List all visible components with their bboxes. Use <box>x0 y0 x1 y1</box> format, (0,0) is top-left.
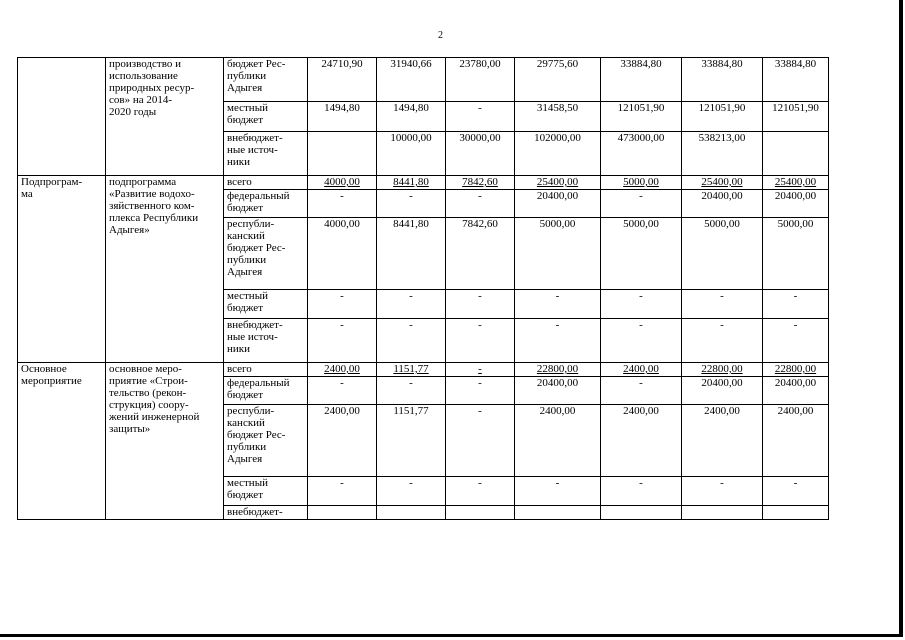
value-cell: - <box>377 377 446 405</box>
source-cell: внебюджет- ные источ- ники <box>224 319 308 363</box>
value-cell: - <box>308 477 377 506</box>
value-cell: 20400,00 <box>682 377 763 405</box>
value-cell: 2400,00 <box>515 405 601 477</box>
value-cell: 23780,00 <box>446 58 515 102</box>
value-cell: - <box>601 477 682 506</box>
source-cell: республи- канский бюджет Рес- публики Адыгея <box>224 218 308 290</box>
value-cell: 7842,60 <box>446 176 515 190</box>
value-cell: - <box>601 319 682 363</box>
budget-table <box>17 57 829 520</box>
source-cell: местный бюджет <box>224 290 308 319</box>
value-cell: 22800,00 <box>682 363 763 377</box>
value-cell: 30000,00 <box>446 132 515 176</box>
value-cell: 8441,80 <box>377 176 446 190</box>
value-cell: 121051,90 <box>763 102 829 132</box>
value-cell: 31458,50 <box>515 102 601 132</box>
value-cell: 1151,77 <box>377 363 446 377</box>
value-cell: 20400,00 <box>515 190 601 218</box>
source-cell: федеральный бюджет <box>224 190 308 218</box>
value-cell: 10000,00 <box>377 132 446 176</box>
value-cell <box>763 506 829 520</box>
value-cell: 4000,00 <box>308 176 377 190</box>
value-cell <box>601 506 682 520</box>
value-cell: - <box>377 319 446 363</box>
value-cell: - <box>601 290 682 319</box>
value-cell: 2400,00 <box>682 405 763 477</box>
value-cell: - <box>308 290 377 319</box>
source-cell: местный бюджет <box>224 477 308 506</box>
value-cell: 2400,00 <box>601 363 682 377</box>
value-cell: - <box>446 319 515 363</box>
value-cell: 22800,00 <box>515 363 601 377</box>
value-cell: 2400,00 <box>308 405 377 477</box>
table-row <box>18 58 829 102</box>
value-cell: 473000,00 <box>601 132 682 176</box>
value-cell: 1494,80 <box>377 102 446 132</box>
value-cell <box>763 132 829 176</box>
value-cell: - <box>515 290 601 319</box>
value-cell <box>308 506 377 520</box>
value-cell: 5000,00 <box>515 218 601 290</box>
value-cell: - <box>515 477 601 506</box>
value-cell: - <box>308 190 377 218</box>
table-row <box>18 176 829 190</box>
value-cell: 538213,00 <box>682 132 763 176</box>
source-cell: внебюджет- <box>224 506 308 520</box>
value-cell: 25400,00 <box>763 176 829 190</box>
source-cell: федеральный бюджет <box>224 377 308 405</box>
value-cell: - <box>446 363 515 377</box>
value-cell: - <box>763 319 829 363</box>
value-cell: - <box>446 377 515 405</box>
value-cell: - <box>377 190 446 218</box>
value-cell: - <box>377 290 446 319</box>
value-cell <box>682 506 763 520</box>
value-cell <box>515 506 601 520</box>
description-cell: основное меро- приятие «Строи- тельство (рекон- струкция) соору- жений инженерной защиты» <box>106 363 224 520</box>
program-cell: Подпрограм- ма <box>18 176 106 363</box>
value-cell: 20400,00 <box>763 377 829 405</box>
value-cell: - <box>763 477 829 506</box>
value-cell: - <box>601 377 682 405</box>
value-cell: - <box>377 477 446 506</box>
value-cell: - <box>308 319 377 363</box>
value-cell: 7842,60 <box>446 218 515 290</box>
value-cell: - <box>682 290 763 319</box>
description-cell: производство и использование природных ресур- сов» на 2014- 2020 годы <box>106 58 224 176</box>
value-cell: 1494,80 <box>308 102 377 132</box>
value-cell <box>377 506 446 520</box>
program-cell: Основное мероприятие <box>18 363 106 520</box>
value-cell: 29775,60 <box>515 58 601 102</box>
value-cell: - <box>446 102 515 132</box>
source-cell: республи- канский бюджет Рес- публики Адыгея <box>224 405 308 477</box>
value-cell: - <box>763 290 829 319</box>
page-number: 2 <box>438 30 443 41</box>
value-cell: 20400,00 <box>515 377 601 405</box>
value-cell: 5000,00 <box>682 218 763 290</box>
value-cell: 5000,00 <box>601 176 682 190</box>
value-cell: 8441,80 <box>377 218 446 290</box>
value-cell: 1151,77 <box>377 405 446 477</box>
value-cell: 33884,80 <box>601 58 682 102</box>
source-cell: бюджет Рес- публики Адыгея <box>224 58 308 102</box>
source-cell: внебюджет- ные источ- ники <box>224 132 308 176</box>
source-cell: местный бюджет <box>224 102 308 132</box>
value-cell: - <box>446 405 515 477</box>
value-cell: 2400,00 <box>763 405 829 477</box>
value-cell: - <box>682 477 763 506</box>
source-cell: всего <box>224 176 308 190</box>
value-cell: - <box>446 290 515 319</box>
program-cell <box>18 58 106 176</box>
value-cell: - <box>446 190 515 218</box>
value-cell: 33884,80 <box>682 58 763 102</box>
source-cell: всего <box>224 363 308 377</box>
value-cell: - <box>446 477 515 506</box>
value-cell: 5000,00 <box>763 218 829 290</box>
value-cell: 20400,00 <box>763 190 829 218</box>
value-cell: 25400,00 <box>515 176 601 190</box>
value-cell: 31940,66 <box>377 58 446 102</box>
value-cell: - <box>308 377 377 405</box>
value-cell <box>308 132 377 176</box>
value-cell: 4000,00 <box>308 218 377 290</box>
value-cell: 102000,00 <box>515 132 601 176</box>
value-cell: 121051,90 <box>682 102 763 132</box>
description-cell: подпрограмма «Развитие водохо- зяйственного ком- плекса Республики Адыгея» <box>106 176 224 363</box>
value-cell: - <box>515 319 601 363</box>
value-cell: 20400,00 <box>682 190 763 218</box>
value-cell: - <box>601 190 682 218</box>
value-cell: 5000,00 <box>601 218 682 290</box>
value-cell: 2400,00 <box>308 363 377 377</box>
value-cell: 24710,90 <box>308 58 377 102</box>
value-cell: 2400,00 <box>601 405 682 477</box>
value-cell: 121051,90 <box>601 102 682 132</box>
table-row <box>18 363 829 377</box>
value-cell: 22800,00 <box>763 363 829 377</box>
value-cell: 25400,00 <box>682 176 763 190</box>
value-cell <box>446 506 515 520</box>
value-cell: 33884,80 <box>763 58 829 102</box>
value-cell: - <box>682 319 763 363</box>
